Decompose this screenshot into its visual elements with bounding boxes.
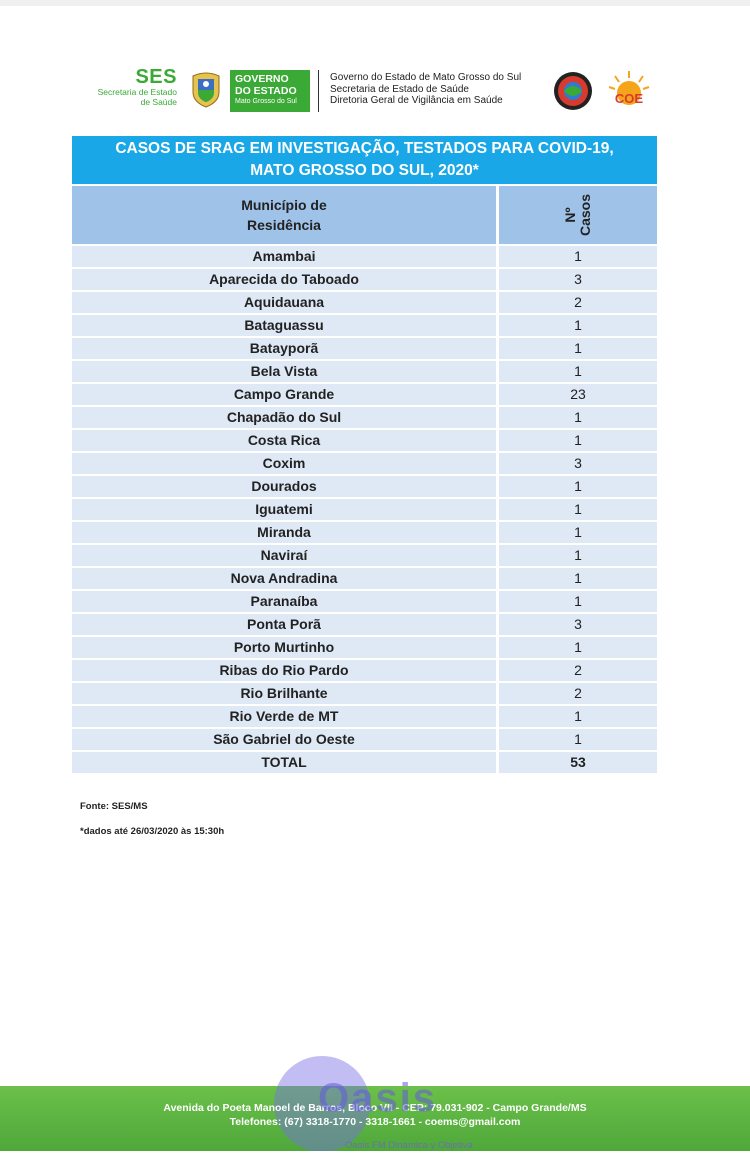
- page-top-edge: [0, 0, 750, 6]
- table-total-row: [72, 752, 657, 773]
- governo-logo: [230, 70, 310, 112]
- casos-cell: 1: [499, 246, 657, 267]
- table-row: [72, 338, 657, 359]
- total-value: 53: [499, 752, 657, 773]
- municipio-cell: Aquidauana: [72, 292, 496, 313]
- casos-cell: 3: [499, 614, 657, 635]
- casos-cell: 1: [499, 637, 657, 658]
- table-row: [72, 453, 657, 474]
- document-header: [95, 66, 655, 116]
- casos-cell: 1: [499, 361, 657, 382]
- state-crest-icon: [190, 70, 222, 108]
- table-row: [72, 315, 657, 336]
- table-row: [72, 361, 657, 382]
- table-row: [72, 729, 657, 750]
- municipio-cell: Aparecida do Taboado: [72, 269, 496, 290]
- source-note: Fonte: SES/MS: [80, 801, 148, 812]
- table-row: [72, 706, 657, 727]
- ses-title: SES: [135, 66, 177, 88]
- column-header-casos-line-2: Casos: [577, 193, 593, 237]
- table-row: [72, 292, 657, 313]
- casos-cell: 1: [499, 338, 657, 359]
- table-row: [72, 545, 657, 566]
- column-header-municipio-line-1: Município de: [241, 197, 327, 213]
- municipio-cell: Rio Verde de MT: [72, 706, 496, 727]
- institution-line-3: Diretoria Geral de Vigilância em Saúde: [330, 95, 503, 106]
- table-row: [72, 269, 657, 290]
- municipio-cell: Chapadão do Sul: [72, 407, 496, 428]
- municipio-cell: Miranda: [72, 522, 496, 543]
- table-row: [72, 591, 657, 612]
- institution-lines: [330, 72, 521, 107]
- footer-line-2: Telefones: (67) 3318-1770 - 3318-1661 - coems@gmail.com: [229, 1116, 521, 1128]
- casos-cell: 1: [499, 430, 657, 451]
- casos-cell: 1: [499, 315, 657, 336]
- casos-cell: 1: [499, 591, 657, 612]
- column-header-casos: [499, 186, 657, 244]
- casos-cell: 23: [499, 384, 657, 405]
- casos-cell: 1: [499, 522, 657, 543]
- municipio-cell: Iguatemi: [72, 499, 496, 520]
- casos-cell: 1: [499, 499, 657, 520]
- table-title-line-1: CASOS DE SRAG EM INVESTIGAÇÃO, TESTADOS PARA COVID-19,: [115, 140, 614, 157]
- table-row: [72, 660, 657, 681]
- municipio-cell: Porto Murtinho: [72, 637, 496, 658]
- table-row: [72, 637, 657, 658]
- municipio-cell: Bela Vista: [72, 361, 496, 382]
- table-row: [72, 499, 657, 520]
- municipio-cell: Ponta Porã: [72, 614, 496, 635]
- data-date-note: *dados até 26/03/2020 às 15:30h: [80, 826, 225, 837]
- casos-cell: 1: [499, 729, 657, 750]
- table-row: [72, 614, 657, 635]
- governo-line-2: DO ESTADO: [235, 85, 297, 97]
- casos-cell: 2: [499, 683, 657, 704]
- table-row: [72, 568, 657, 589]
- ses-subtitle-2: de Saúde: [140, 96, 177, 107]
- casos-cell: 1: [499, 476, 657, 497]
- table-row: [72, 430, 657, 451]
- municipio-cell: Coxim: [72, 453, 496, 474]
- table-body: [72, 246, 657, 775]
- casos-cell: 2: [499, 660, 657, 681]
- casos-cell: 1: [499, 407, 657, 428]
- vigilancia-seal-icon: [553, 71, 593, 111]
- header-divider: [318, 70, 319, 112]
- footer-line-1: Avenida do Poeta Manoel de Barros, Bloco VII - CEP: 79.031-902 - Campo Grande/MS: [163, 1102, 587, 1114]
- municipio-cell: Naviraí: [72, 545, 496, 566]
- governo-line-3: Mato Grosso do Sul: [235, 98, 297, 105]
- column-header-municipio-line-2: Residência: [247, 217, 321, 233]
- coe-logo-icon: [605, 69, 653, 113]
- casos-cell: 1: [499, 568, 657, 589]
- casos-cell: 1: [499, 545, 657, 566]
- institution-line-2: Secretaria de Estado de Saúde: [330, 83, 469, 95]
- municipio-cell: Costa Rica: [72, 430, 496, 451]
- casos-cell: 1: [499, 706, 657, 727]
- watermark-tagline: Oasis FM Dinámica y Objetiva: [345, 1140, 473, 1151]
- ses-logo: [95, 66, 177, 107]
- institution-line-1: Governo do Estado de Mato Grosso do Sul: [330, 72, 522, 83]
- municipio-cell: São Gabriel do Oeste: [72, 729, 496, 750]
- governo-line-1: GOVERNO: [235, 73, 289, 85]
- municipio-cell: Amambai: [72, 246, 496, 267]
- table-row: [72, 476, 657, 497]
- table-row: [72, 522, 657, 543]
- municipio-cell: Rio Brilhante: [72, 683, 496, 704]
- municipio-cell: Batayporã: [72, 338, 496, 359]
- table-row: [72, 407, 657, 428]
- watermark-word: Oasis: [318, 1076, 437, 1120]
- table-row: [72, 683, 657, 704]
- total-label: TOTAL: [72, 752, 496, 773]
- column-header-municipio: [72, 186, 496, 244]
- svg-text:COE: COE: [614, 91, 644, 106]
- table-title-line-2: MATO GROSSO DO SUL, 2020*: [250, 162, 479, 179]
- page-bottom-strip: [0, 1151, 750, 1174]
- table-row: [72, 246, 657, 267]
- casos-cell: 3: [499, 453, 657, 474]
- table-row: [72, 384, 657, 405]
- municipio-cell: Dourados: [72, 476, 496, 497]
- table-title: [72, 136, 657, 184]
- municipio-cell: Nova Andradina: [72, 568, 496, 589]
- ses-subtitle-1: Secretaria de Estado: [97, 87, 177, 97]
- casos-cell: 3: [499, 269, 657, 290]
- municipio-cell: Paranaíba: [72, 591, 496, 612]
- column-header-casos-line-1: Nº: [562, 207, 578, 223]
- municipio-cell: Ribas do Rio Pardo: [72, 660, 496, 681]
- municipio-cell: Campo Grande: [72, 384, 496, 405]
- casos-cell: 2: [499, 292, 657, 313]
- municipio-cell: Bataguassu: [72, 315, 496, 336]
